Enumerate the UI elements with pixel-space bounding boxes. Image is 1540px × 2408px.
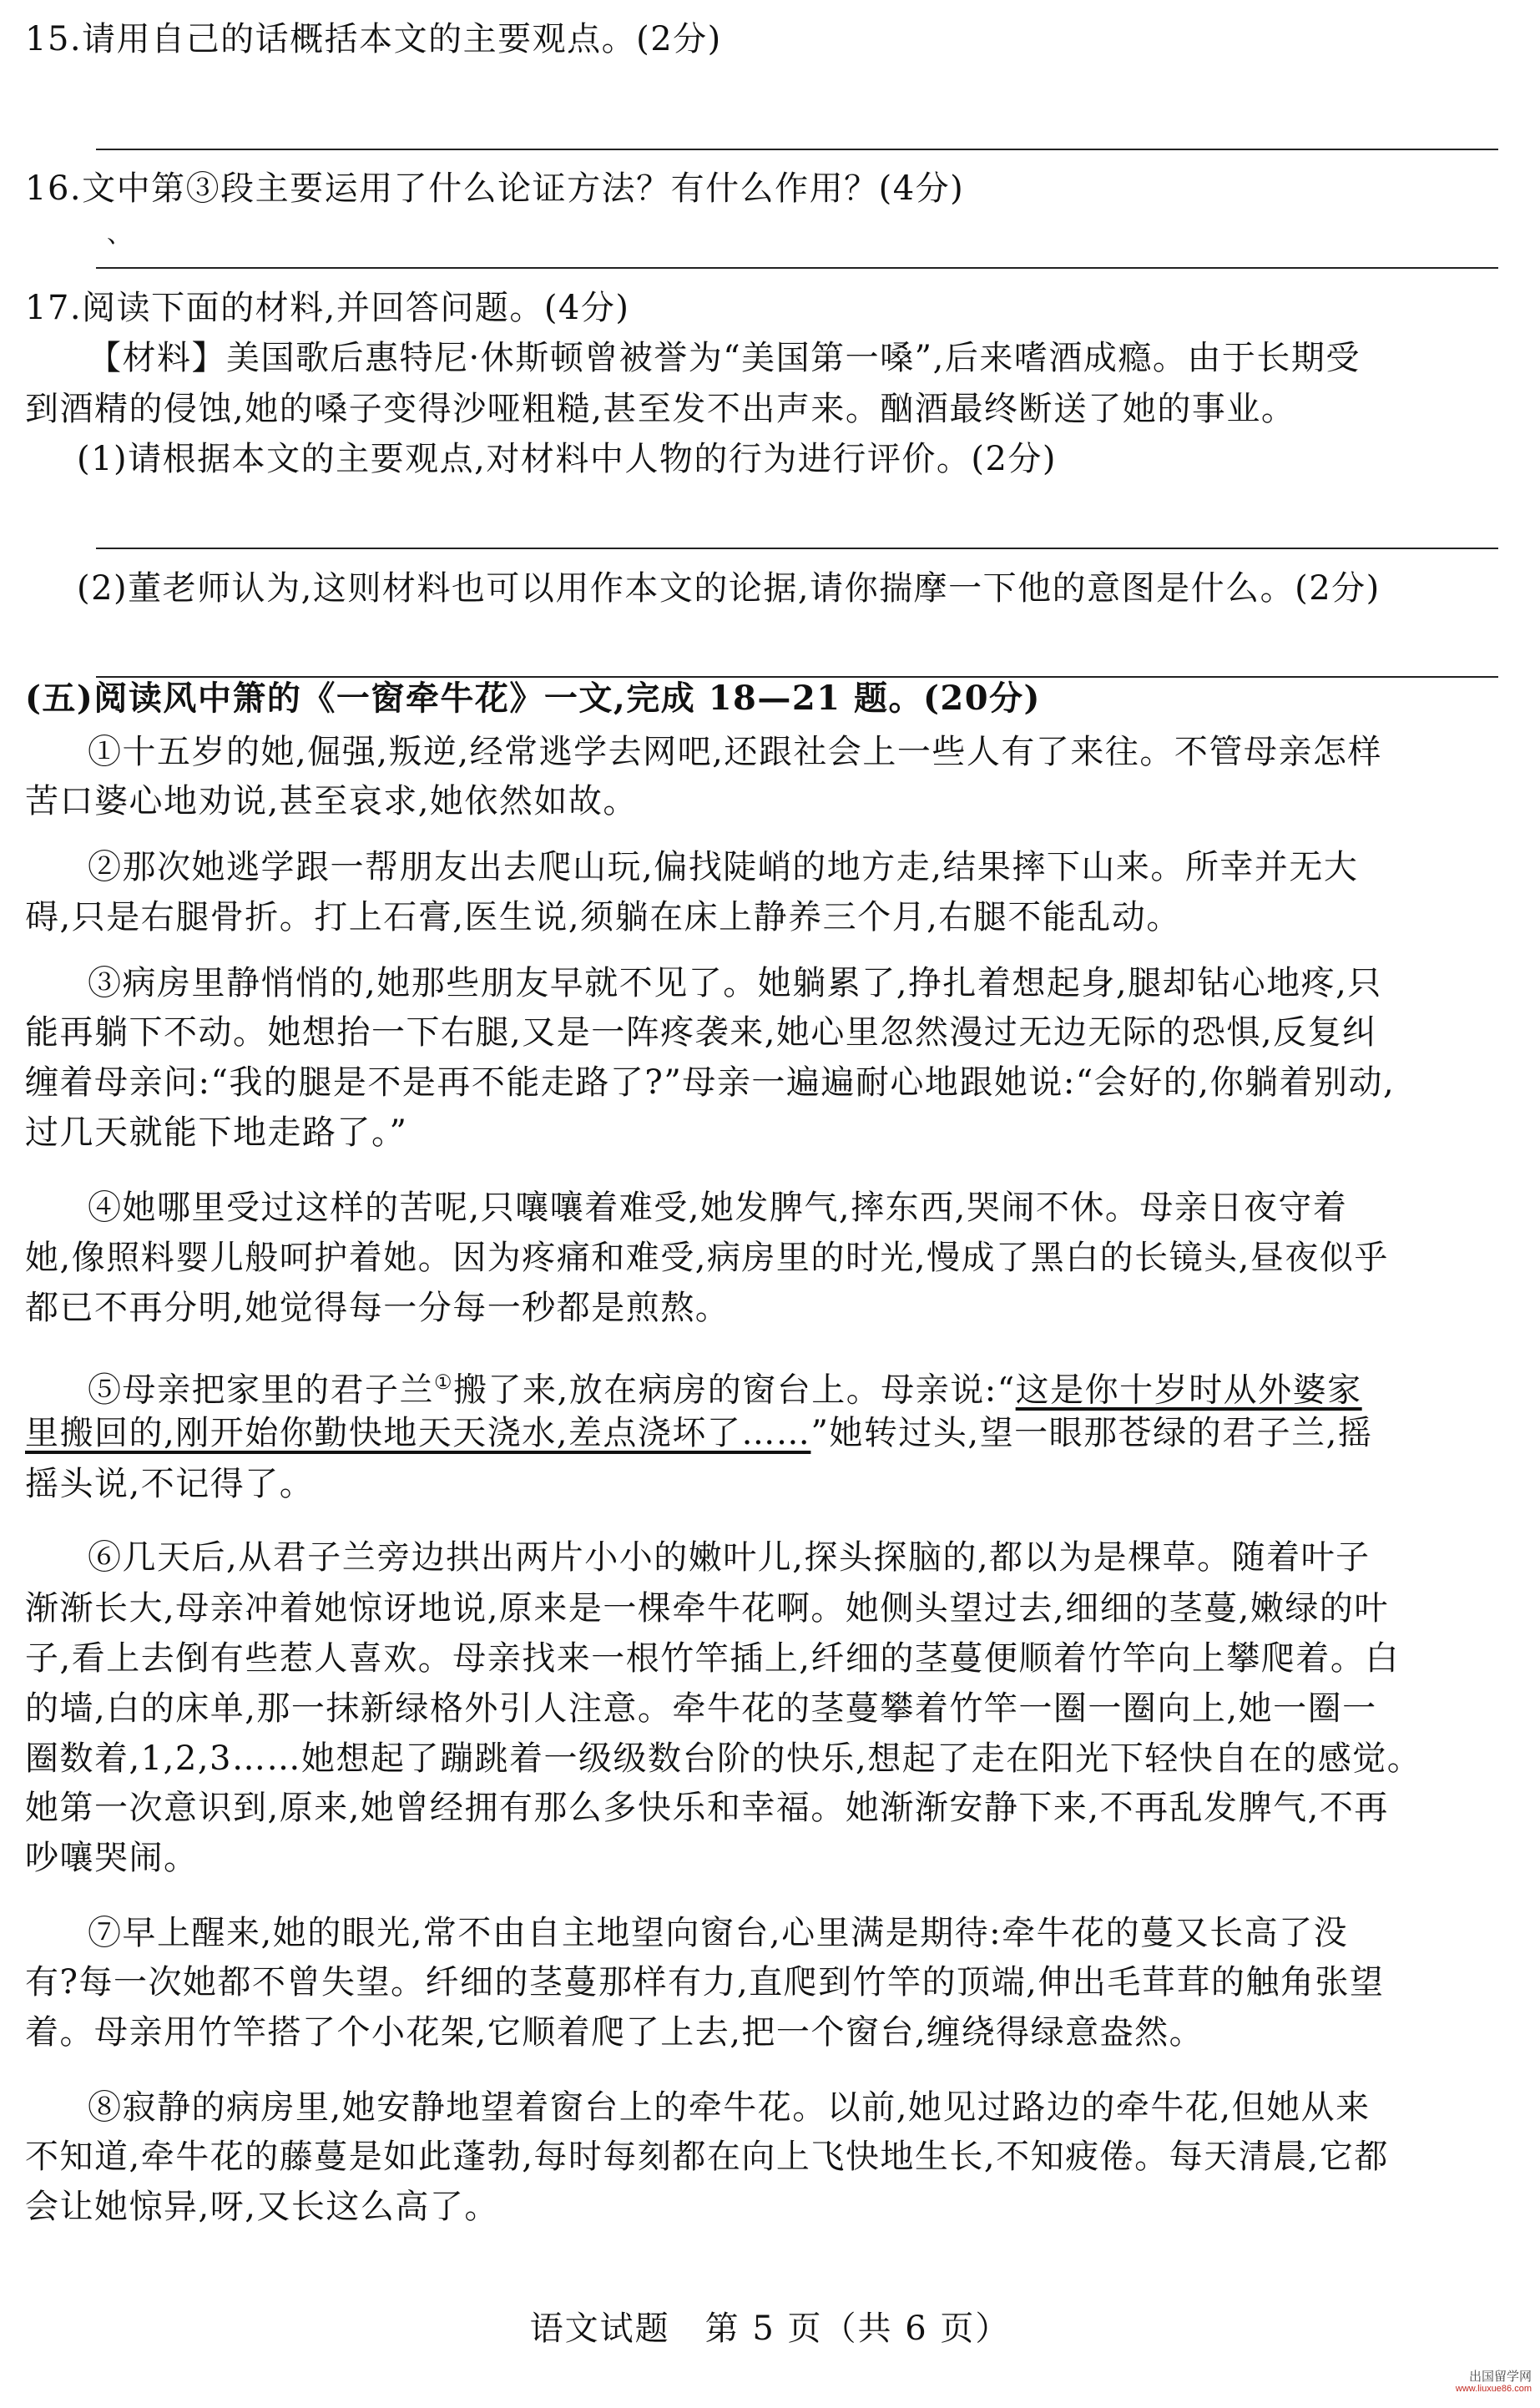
- answer-line-17-1: [96, 548, 1498, 549]
- question-16: 16.文中第③段主要运用了什么论证方法？有什么作用？(4分): [25, 169, 965, 208]
- para-7-line-3: 着。母亲用竹竿搭了个小花架,它顺着爬了上去,把一个窗台,缠绕得绿意盎然。: [25, 2013, 1204, 2052]
- para-3-line-3: 缠着母亲问:“我的腿是不是再不能走路了?”母亲一遍遍耐心地跟她说:“会好的,你躺着别动,: [25, 1063, 1396, 1102]
- underlined-sentence-part-2: 里搬回的,刚开始你勤快地天天浇水,差点浇坏了……: [25, 1414, 811, 1452]
- para-4-line-3: 都已不再分明,她觉得每一分每一秒都是煎熬。: [25, 1289, 730, 1327]
- para-8-line-3: 会让她惊异,呀,又长这么高了。: [25, 2188, 499, 2226]
- para-6-line-1: ⑥几天后,从君子兰旁边拱出两片小小的嫩叶儿,探头探脑的,都以为是棵草。随着叶子: [88, 1538, 1371, 1577]
- para-5-text-b: 搬了来,放在病房的窗台上。母亲说:“: [453, 1371, 1016, 1410]
- footnote-marker: ①: [434, 1371, 454, 1394]
- underlined-sentence-part-1: 这是你十岁时从外婆家: [1015, 1371, 1362, 1410]
- watermark-name: 出国留学网: [1468, 2370, 1532, 2384]
- para-2-line-2: 碍,只是右腿骨折。打上石膏,医生说,须躺在床上静养三个月,右腿不能乱动。: [25, 898, 1181, 936]
- para-5-line-3: 摇头说,不记得了。: [25, 1465, 315, 1503]
- para-6-line-5: 圈数着,1,2,3……她想起了蹦跳着一级级数台阶的快乐,想起了走在阳光下轻快自在的感觉。: [25, 1739, 1422, 1778]
- question-17-title: 17.阅读下面的材料,并回答问题。(4分): [25, 289, 630, 327]
- material-line-2: 到酒精的侵蚀,她的嗓子变得沙哑粗糙,甚至发不出声来。酗酒最终断送了她的事业。: [25, 390, 1296, 428]
- para-3-line-1: ③病房里静悄悄的,她那些朋友早就不见了。她躺累了,挣扎着想起身,腿却钻心地疼,只: [88, 964, 1382, 1002]
- para-2-line-1: ②那次她逃学跟一帮朋友出去爬山玩,偏找陡峭的地方走,结果摔下山来。所幸并无大: [88, 848, 1359, 886]
- question-15: 15.请用自己的话概括本文的主要观点。(2分): [25, 20, 722, 58]
- answer-line-16: [96, 267, 1498, 269]
- site-watermark: [1415, 2370, 1532, 2400]
- para-4-line-2: 她,像照料婴儿般呵护着她。因为疼痛和难受,病房里的时光,慢成了黑白的长镜头,昼夜似乎: [25, 1239, 1389, 1277]
- para-6-line-7: 吵嚷哭闹。: [25, 1839, 199, 1877]
- para-5-line-1: [88, 1361, 1540, 1411]
- para-4-line-1: ④她哪里受过这样的苦呢,只嚷嚷着难受,她发脾气,摔东西,哭闹不休。母亲日夜守着: [88, 1189, 1348, 1227]
- answer-line-15: [96, 149, 1498, 150]
- para-3-line-2: 能再躺下不动。她想抬一下右腿,又是一阵疼袭来,她心里忽然漫过无边无际的恐惧,反复纠: [25, 1013, 1377, 1052]
- para-6-line-4: 的墙,白的床单,那一抹新绿格外引人注意。牵牛花的茎蔓攀着竹竿一圈一圈向上,她一圈一: [25, 1689, 1377, 1728]
- question-17-sub1: (1)请根据本文的主要观点,对材料中人物的行为进行评价。(2分): [77, 440, 1058, 478]
- para-5-text-a: ⑤母亲把家里的君子兰: [88, 1371, 434, 1410]
- page-footer: 语文试题 第 5 页（共 6 页）: [529, 2310, 1011, 2348]
- stray-mark: 、: [107, 220, 132, 249]
- para-7-line-2: 有?每一次她都不曾失望。纤细的茎蔓那样有力,直爬到竹竿的顶端,伸出毛茸茸的触角张望: [25, 1963, 1385, 2002]
- para-5-text-c: ”她转过头,望一眼那苍绿的君子兰,摇: [810, 1414, 1373, 1452]
- para-3-line-4: 过几天就能下地走路了。”: [25, 1113, 408, 1152]
- material-line-1: 【材料】美国歌后惠特尼·休斯顿曾被誉为“美国第一嗓”,后来嗜酒成瘾。由于长期受: [88, 339, 1361, 377]
- watermark-url: www.liuxue86.com: [1455, 2384, 1532, 2394]
- para-7-line-1: ⑦早上醒来,她的眼光,常不由自主地望向窗台,心里满是期待:牵牛花的蔓又长高了没: [88, 1914, 1349, 1952]
- para-5-line-2: [25, 1412, 1519, 1454]
- question-17-sub2: (2)董老师认为,这则材料也可以用作本文的论据,请你揣摩一下他的意图是什么。(2分): [77, 569, 1381, 608]
- para-6-line-3: 子,看上去倒有些惹人喜欢。母亲找来一根竹竿插上,纤细的茎蔓便顺着竹竿向上攀爬着。白: [25, 1639, 1400, 1678]
- para-8-line-2: 不知道,牵牛花的藤蔓是如此蓬勃,每时每刻都在向上飞快地生长,不知疲倦。每天清晨,它都: [25, 2138, 1389, 2176]
- para-1-line-1: ①十五岁的她,倔强,叛逆,经常逃学去网吧,还跟社会上一些人有了来往。不管母亲怎样: [88, 733, 1382, 771]
- para-6-line-2: 渐渐长大,母亲冲着她惊讶地说,原来是一棵牵牛花啊。她侧头望过去,细细的茎蔓,嫩绿的叶: [25, 1589, 1389, 1628]
- para-8-line-1: ⑧寂静的病房里,她安静地望着窗台上的牵牛花。以前,她见过路边的牵牛花,但她从来: [88, 2088, 1371, 2127]
- para-6-line-6: 她第一次意识到,原来,她曾经拥有那么多快乐和幸福。她渐渐安静下来,不再乱发脾气,不再: [25, 1789, 1389, 1827]
- para-1-line-2: 苦口婆心地劝说,甚至哀求,她依然如故。: [25, 782, 638, 820]
- section-5-title: (五)阅读风中箫的《一窗牵牛花》一文,完成 18—21 题。(20分): [25, 679, 1041, 718]
